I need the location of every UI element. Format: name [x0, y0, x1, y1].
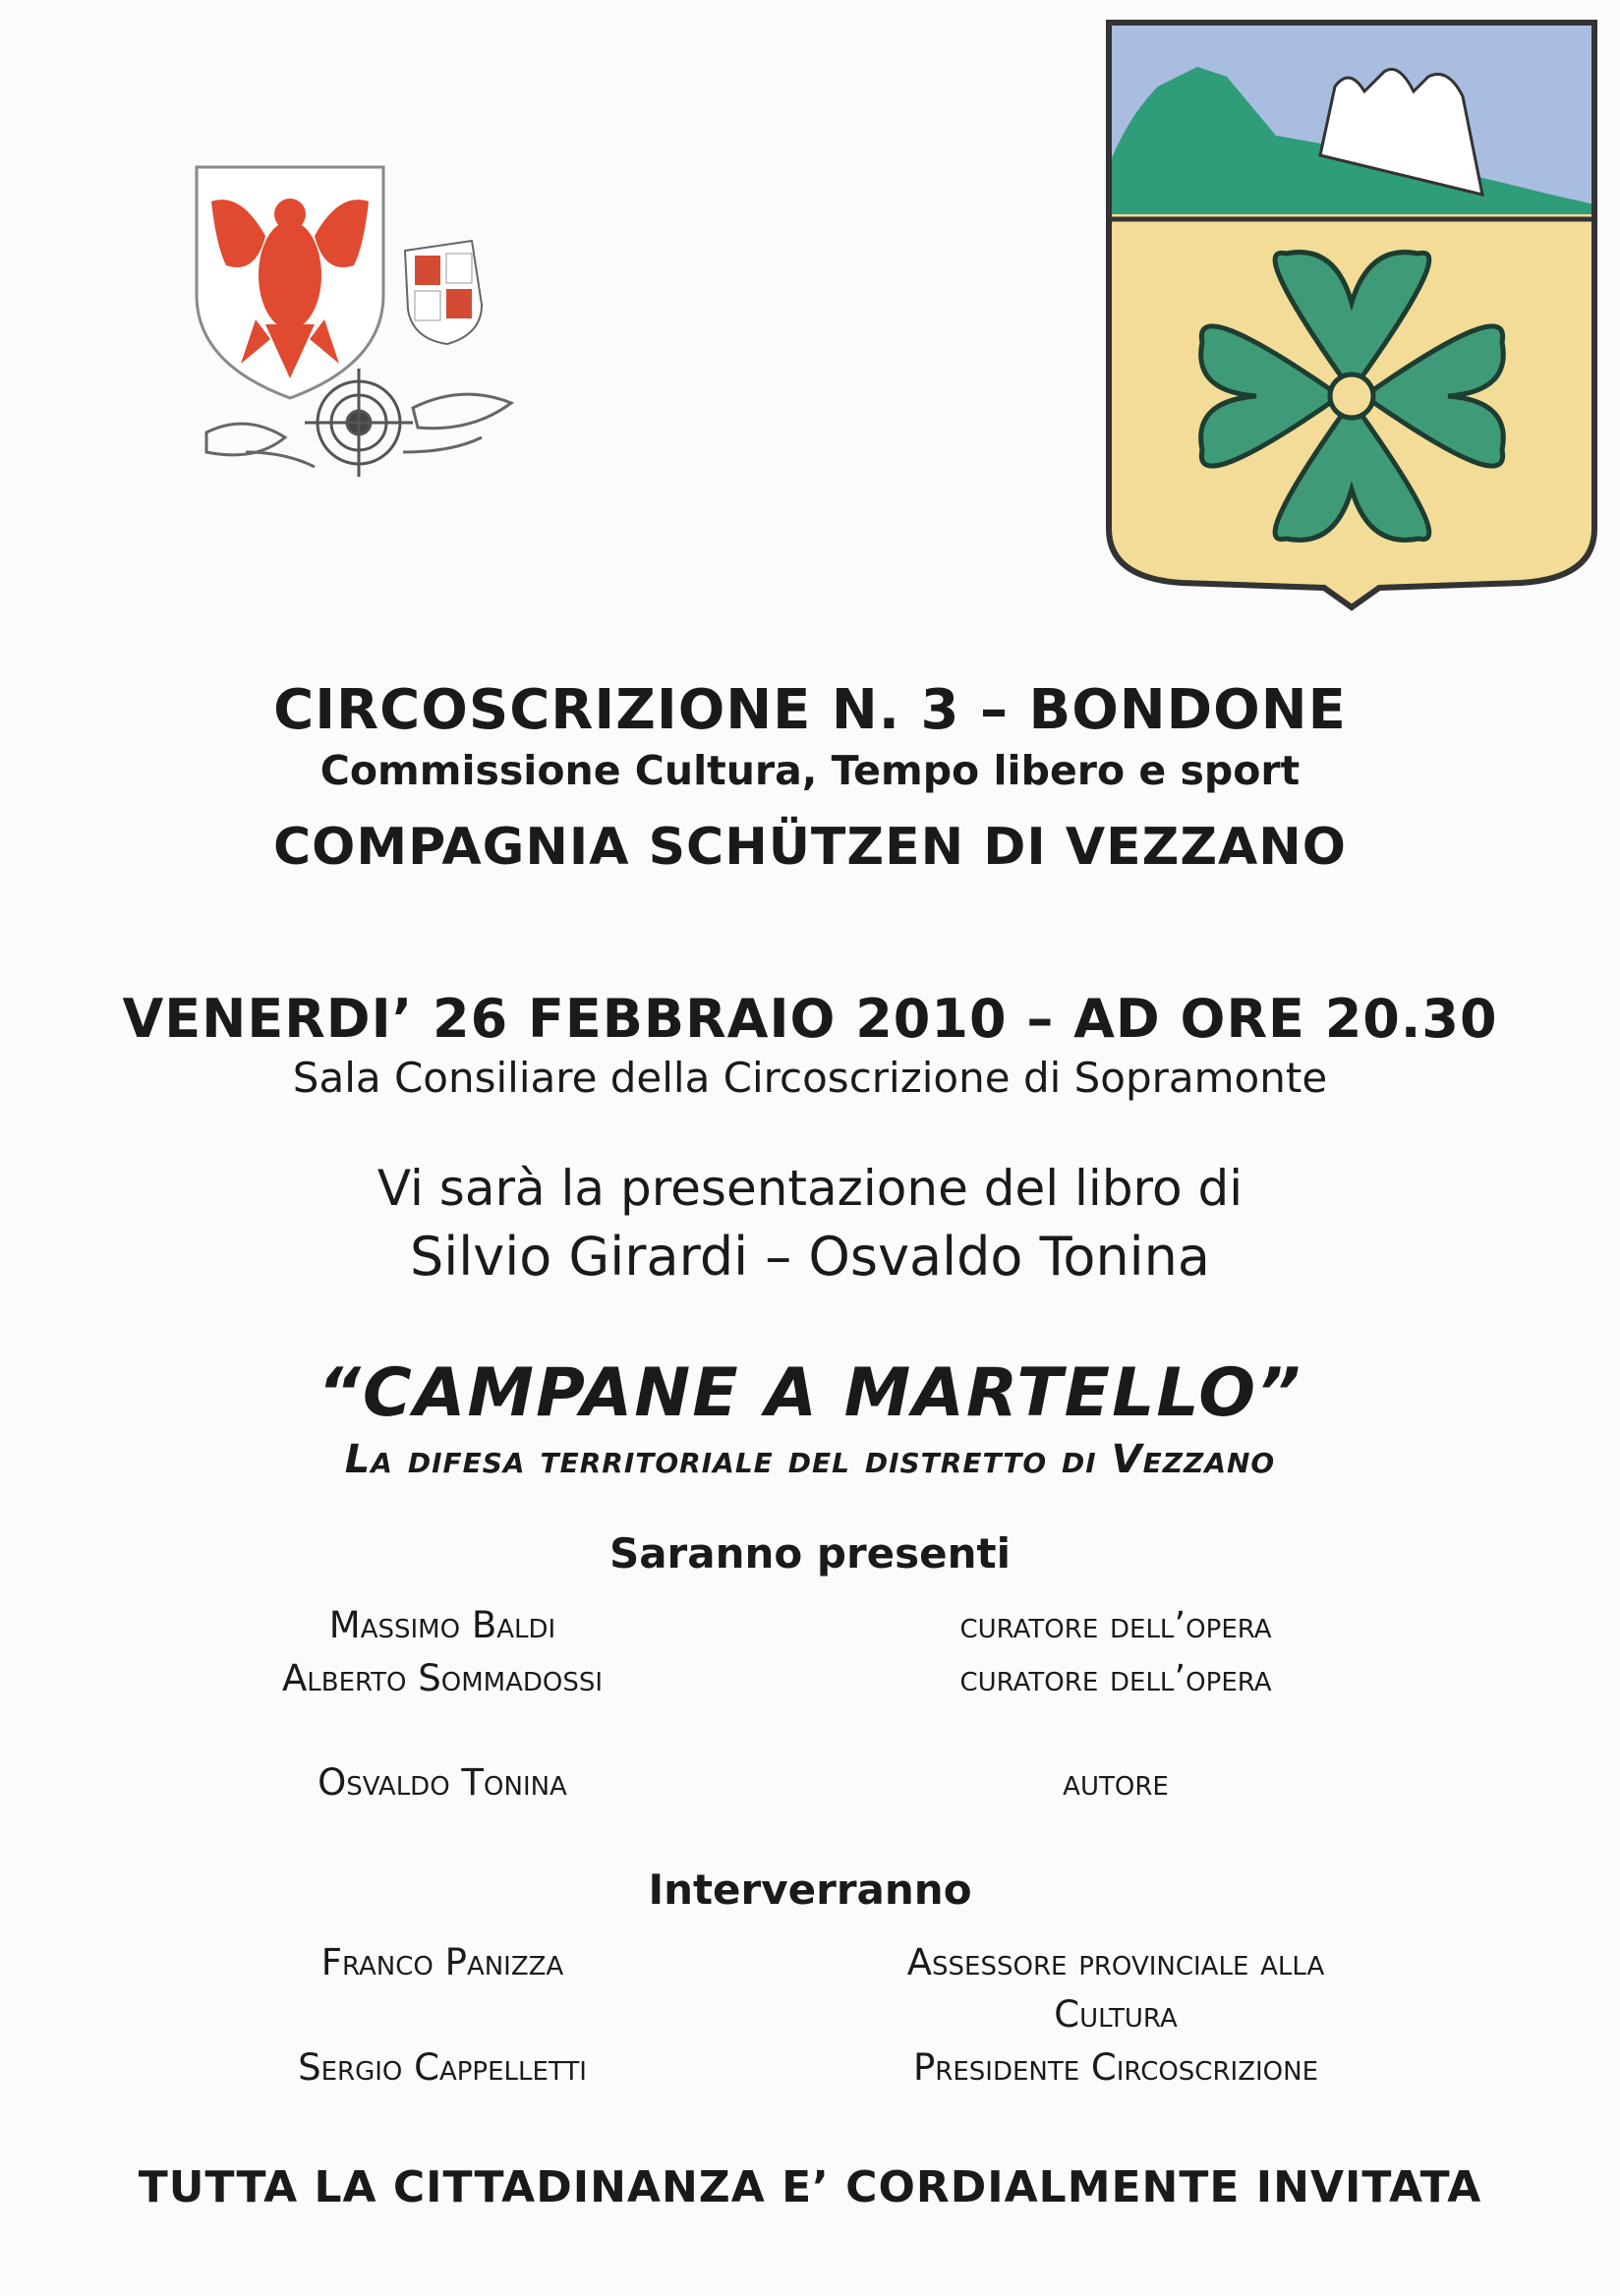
event-datetime: VENERDI’ 26 FEBBRAIO 2010 – AD ORE 20.30 — [122, 988, 1498, 1050]
speakers-heading: Interverranno — [648, 1866, 972, 1914]
heading-commission: Commissione Cultura, Tempo libero e sport — [319, 747, 1301, 794]
speaker-role-continued: Cultura — [1054, 1993, 1178, 2036]
present-name: Massimo Baldi — [328, 1604, 556, 1646]
present-name: Alberto Sommadossi — [281, 1657, 604, 1699]
speaker-name: Franco Panizza — [320, 1941, 564, 1983]
heading-district: CIRCOSCRIZIONE N. 3 – BONDONE — [273, 678, 1347, 742]
present-role: curatore dell’opera — [959, 1604, 1272, 1646]
present-name: Osvaldo Tonina — [318, 1761, 567, 1804]
book-title: “CAMPANE A MARTELLO” — [318, 1354, 1302, 1432]
small-arms-shield — [405, 241, 482, 344]
present-role: curatore dell’opera — [959, 1657, 1272, 1699]
vezzano-coat-of-arms — [1099, 18, 1604, 617]
book-subtitle: La difesa territoriale del distretto di Vezzano — [344, 1437, 1276, 1482]
tyrol-eagle-emblem — [187, 157, 531, 491]
heading-company: COMPAGNIA SCHÜTZEN DI VEZZANO — [272, 818, 1348, 877]
presentation-authors: Silvio Girardi – Osvaldo Tonina — [409, 1226, 1210, 1288]
invitation-footer: TUTTA LA CITTADINANZA E’ CORDIALMENTE INVITATA — [138, 2162, 1482, 2212]
eagle-shield — [197, 167, 383, 398]
event-venue: Sala Consiliare della Circoscrizione di Sopramonte — [292, 1054, 1328, 1102]
present-role: autore — [1063, 1761, 1169, 1804]
presentation-intro: Vi sarà la presentazione del libro di — [376, 1160, 1244, 1217]
speaker-role: Presidente Circoscrizione — [912, 2046, 1319, 2089]
present-heading: Saranno presenti — [608, 1529, 1012, 1578]
speaker-role: Assessore provinciale alla — [906, 1941, 1325, 1983]
speaker-name: Sergio Cappelletti — [298, 2046, 587, 2089]
